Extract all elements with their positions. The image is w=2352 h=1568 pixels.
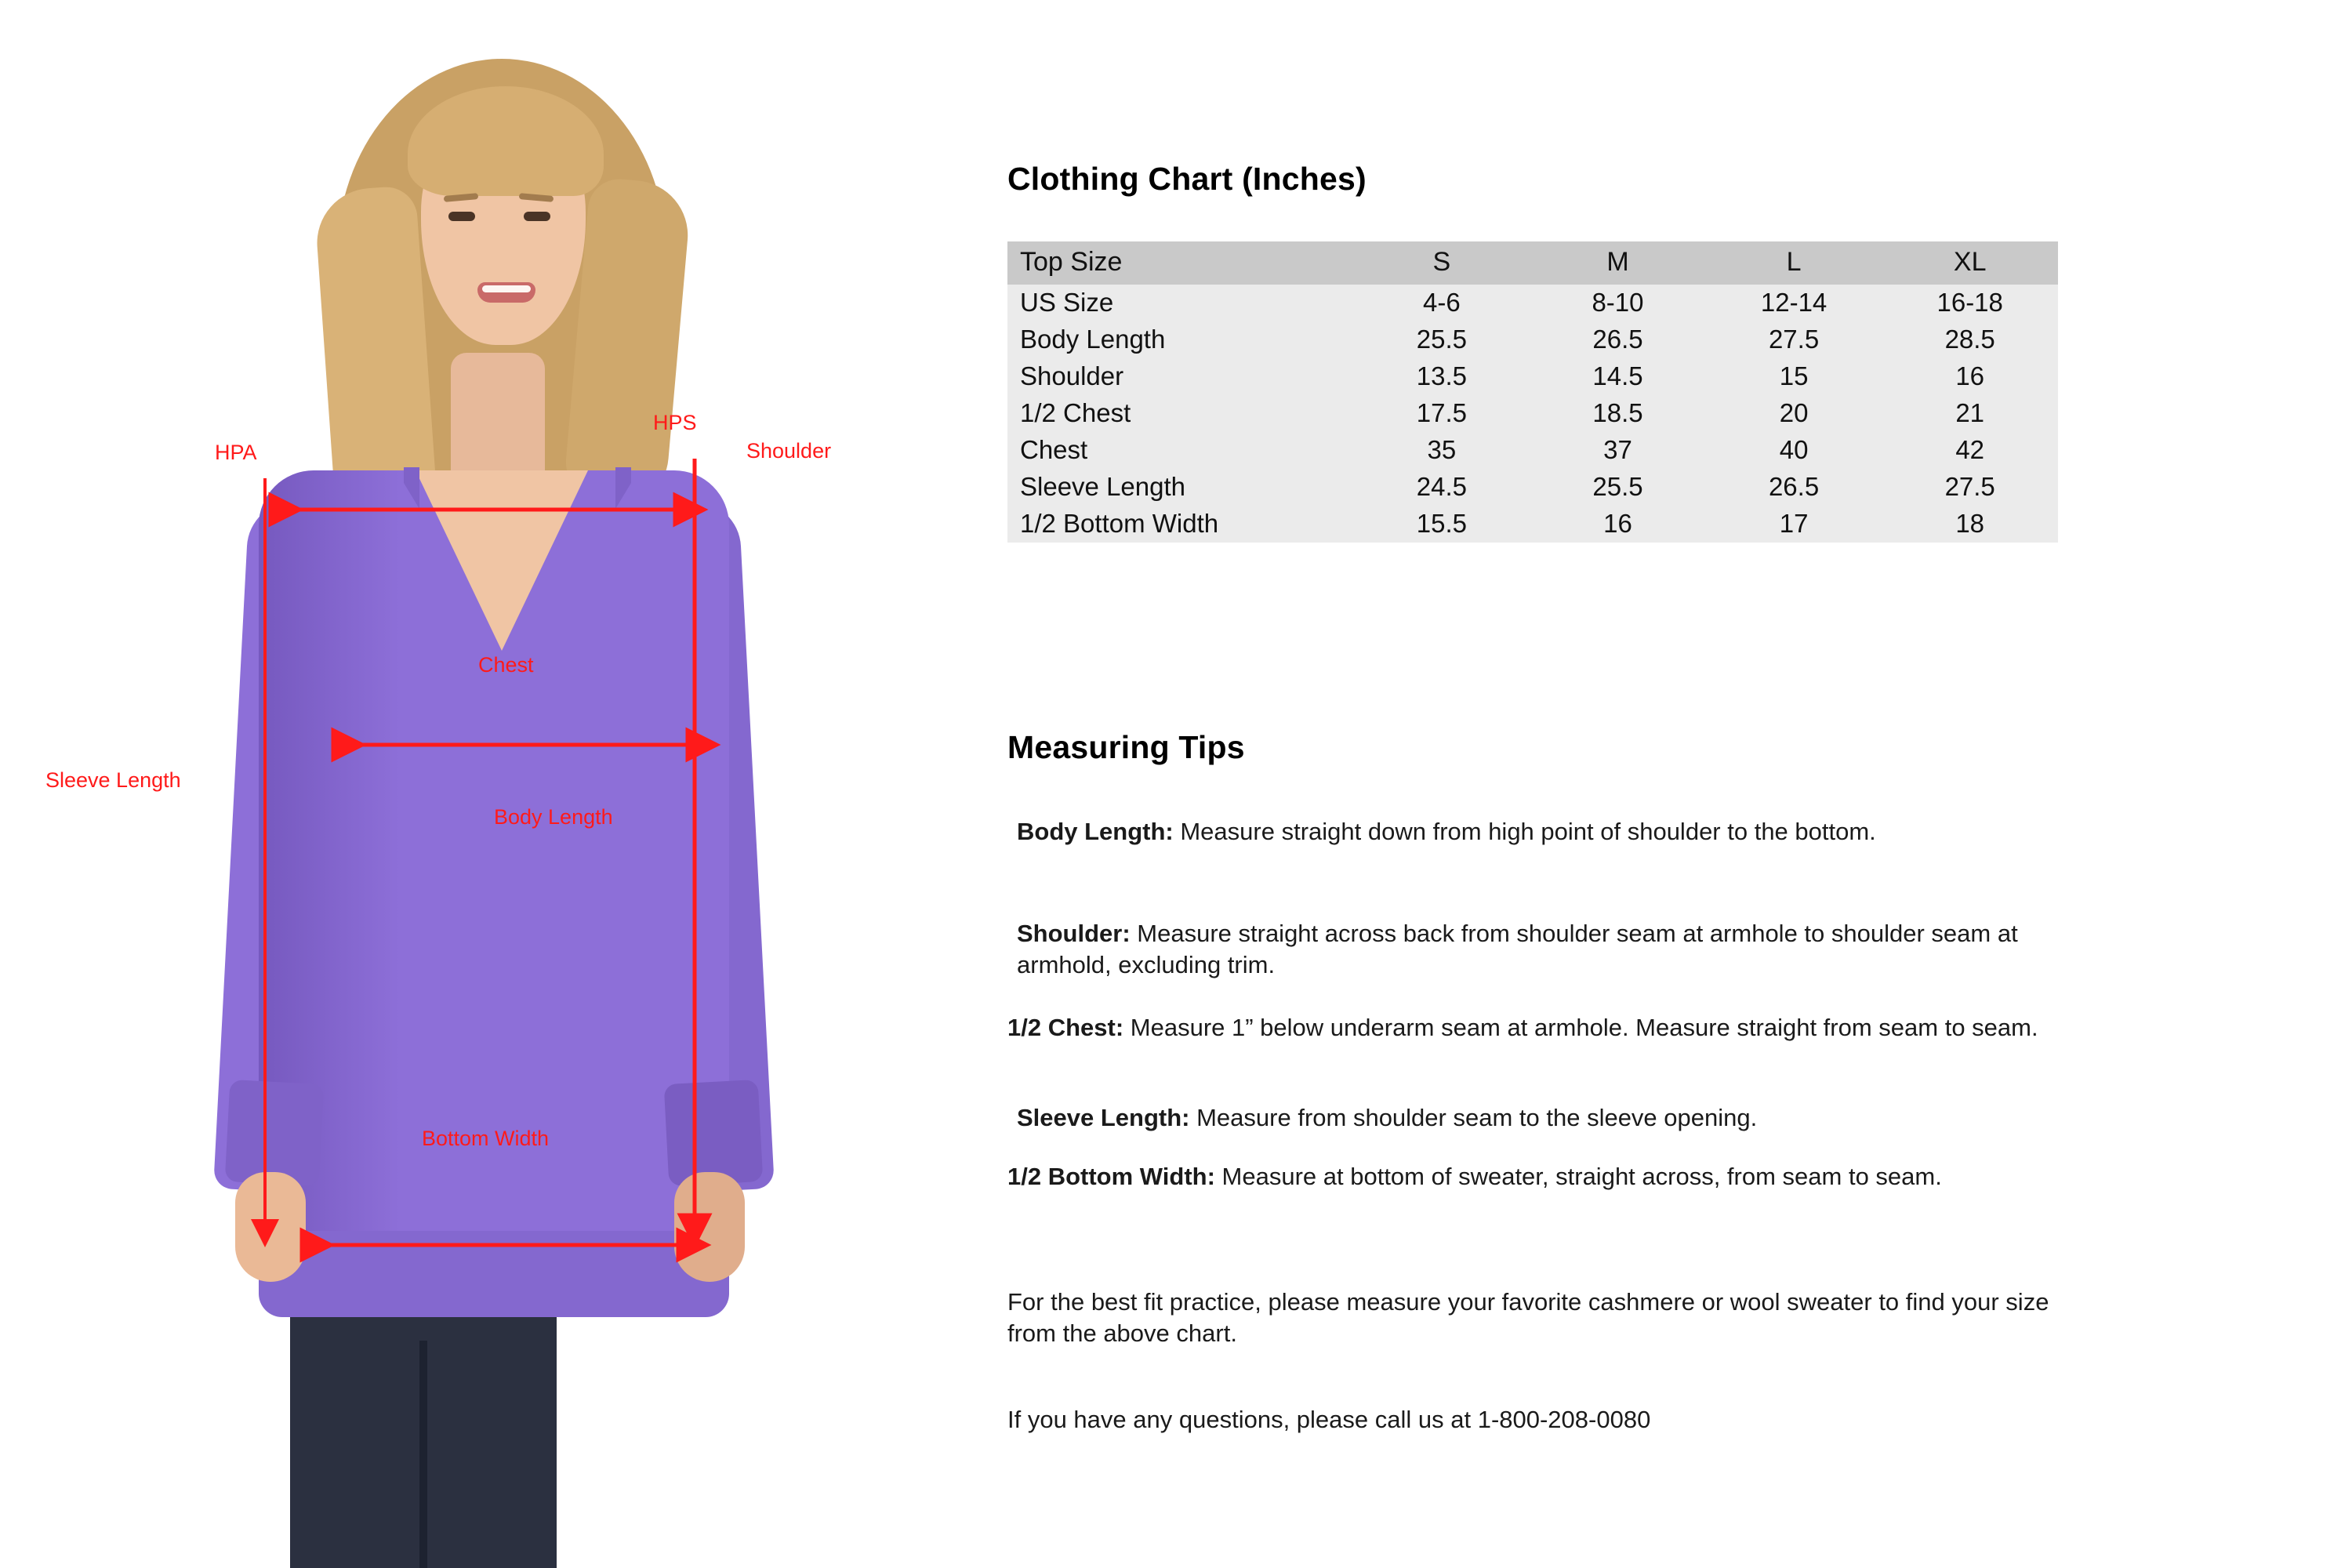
- cell-xl: 16-18: [1936, 288, 2003, 317]
- tip-text: Measure at bottom of sweater, straight across, from seam to seam.: [1214, 1163, 1942, 1190]
- cell-m: 37: [1603, 435, 1632, 464]
- contact-phone-note: If you have any questions, please call us at 1-800-208-0080: [1007, 1406, 1651, 1433]
- cell-m: 25.5: [1592, 472, 1643, 501]
- model-jeans: [290, 1286, 557, 1568]
- row-label: Body Length: [1020, 325, 1166, 354]
- cell-xl: 42: [1955, 435, 1985, 464]
- label-bottom-width: Bottom Width: [422, 1127, 550, 1150]
- cell-l: 27.5: [1768, 325, 1820, 354]
- cell-s: 4-6: [1423, 288, 1461, 317]
- tip-text: Measure 1” below underarm seam at armhole. Measure straight from seam to seam.: [1123, 1014, 2038, 1041]
- row-label: US Size: [1020, 288, 1114, 317]
- tip-term: Shoulder:: [1017, 920, 1131, 947]
- cell-s: 24.5: [1416, 472, 1467, 501]
- table-row: [1007, 321, 2058, 358]
- table-row: [1007, 358, 2058, 395]
- tip-text: Measure from shoulder seam to the sleeve opening.: [1189, 1104, 1758, 1131]
- label-hps: HPS: [653, 411, 697, 434]
- table-row: [1007, 469, 2058, 506]
- tip-shoulder: [1007, 918, 2067, 980]
- fit-practice-note: For the best fit practice, please measure your favorite cashmere or wool sweater to find your size from the above chart.: [1007, 1288, 2049, 1347]
- cell-m: 14.5: [1592, 361, 1643, 390]
- cell-l: 17: [1779, 509, 1809, 538]
- cell-m: 26.5: [1592, 325, 1643, 354]
- cell-s: 25.5: [1416, 325, 1467, 354]
- label-body-length: Body Length: [494, 805, 613, 829]
- label-sleeve-length: Sleeve Length: [45, 768, 181, 792]
- row-label: Chest: [1020, 435, 1088, 464]
- cell-m: 18.5: [1592, 398, 1643, 427]
- tip-sleeve-length: [1007, 1102, 2067, 1134]
- tip-term: Sleeve Length:: [1017, 1104, 1190, 1131]
- label-chest: Chest: [478, 653, 534, 677]
- col-header-s: S: [1354, 241, 1530, 285]
- cell-s: 13.5: [1416, 361, 1467, 390]
- sweater-hem: [259, 1231, 729, 1317]
- cell-l: 20: [1779, 398, 1809, 427]
- table-row: [1007, 506, 2058, 543]
- cell-m: 8-10: [1592, 288, 1644, 317]
- col-header-l: L: [1706, 241, 1882, 285]
- table-row: [1007, 432, 2058, 469]
- table-header-row: [1007, 241, 2058, 285]
- cell-m: 16: [1603, 509, 1632, 538]
- cell-l: 12-14: [1760, 288, 1828, 317]
- cell-l: 15: [1779, 361, 1809, 390]
- row-label: 1/2 Chest: [1020, 398, 1131, 427]
- cell-l: 40: [1779, 435, 1809, 464]
- row-label: Shoulder: [1020, 361, 1124, 390]
- row-label: 1/2 Bottom Width: [1020, 509, 1219, 538]
- table-row: [1007, 285, 2058, 321]
- row-label: Sleeve Length: [1020, 472, 1186, 501]
- col-header-top-size: Top Size: [1007, 241, 1354, 285]
- tip-text: Measure straight down from high point of shoulder to the bottom.: [1173, 818, 1876, 845]
- info-panel: [1007, 0, 2352, 1568]
- tip-half-chest: [1007, 1012, 2058, 1044]
- label-shoulder: Shoulder: [746, 439, 832, 463]
- model-hand-left: [235, 1172, 306, 1282]
- col-header-xl: XL: [1882, 241, 2058, 285]
- clothing-chart-title: Clothing Chart (Inches): [1007, 161, 1367, 197]
- cell-xl: 18: [1955, 509, 1985, 538]
- cell-xl: 27.5: [1944, 472, 1995, 501]
- size-chart-table: [1007, 241, 2058, 543]
- cell-s: 15.5: [1416, 509, 1467, 538]
- model-hand-right: [674, 1172, 745, 1282]
- sweater-cuff-right: [664, 1080, 764, 1186]
- tip-term: 1/2 Chest:: [1007, 1014, 1124, 1041]
- table-row: [1007, 395, 2058, 432]
- model-eye-right: [524, 212, 550, 221]
- measuring-tips-title: Measuring Tips: [1007, 729, 1245, 765]
- cell-xl: 16: [1955, 361, 1985, 390]
- model-eye-left: [448, 212, 475, 221]
- sweater-cuff-left: [225, 1080, 325, 1186]
- tip-term: Body Length:: [1017, 818, 1174, 845]
- col-header-m: M: [1530, 241, 1706, 285]
- cell-xl: 21: [1955, 398, 1985, 427]
- tip-term: 1/2 Bottom Width:: [1007, 1163, 1215, 1190]
- label-hpa: HPA: [215, 441, 257, 464]
- model-mouth: [477, 282, 535, 303]
- tip-body-length: [1007, 816, 2067, 848]
- cell-xl: 28.5: [1944, 325, 1995, 354]
- cell-s: 35: [1427, 435, 1457, 464]
- garment-measurement-illustration: [0, 0, 980, 1568]
- cell-s: 17.5: [1416, 398, 1467, 427]
- cell-l: 26.5: [1768, 472, 1820, 501]
- tip-half-bottom-width: [1007, 1161, 2058, 1192]
- tip-text: Measure straight across back from shoulder seam at armhole to shoulder seam at armhold, excluding trim.: [1017, 920, 2018, 978]
